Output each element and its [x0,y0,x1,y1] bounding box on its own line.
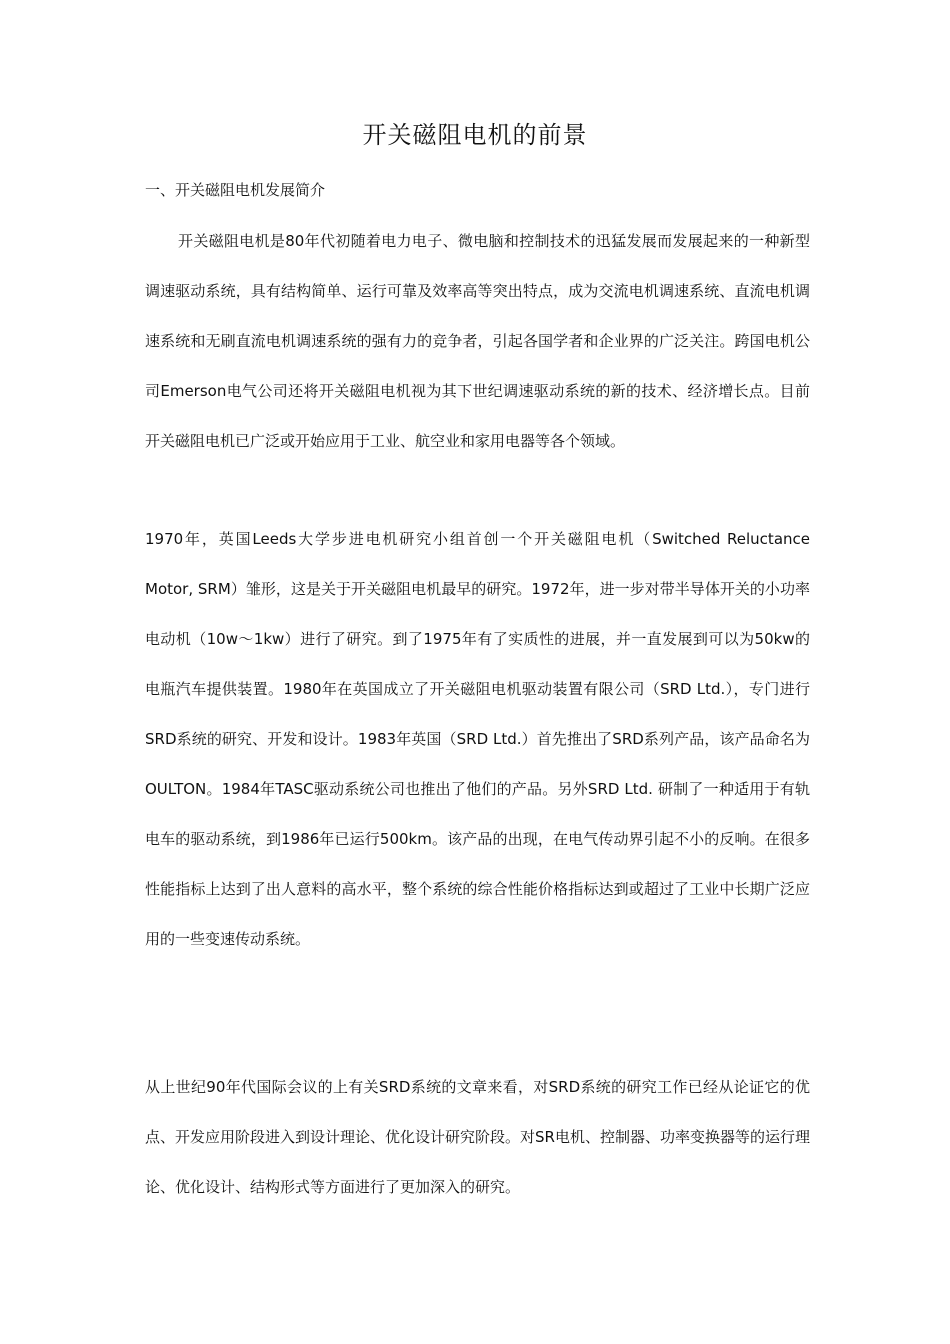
document-title: 开关磁阻电机的前景 [362,121,588,149]
paragraph-2: 1970年，英国Leeds大学步进电机研究小组首创一个开关磁阻电机（Switched Reluctance Motor, SRM）雏形，这是关于开关磁阻电机最早的研究。1972年，进一步对带半导体开关的小功率电动机（10w～1kw）进行了研究。到了1975年有了实质性的进展，并一直发展到可以为50kw的电瓶汽车提供装置。1980年在英国成立了开关磁阻电机驱动装置有限公司（SRD Ltd.），专门进行SRD系统的研究、开发和设计。1983年英国（SRD Ltd.）首先推出了SRD系列产品，该产品命名为OULTON。1984年TASC驱动系统公司也推出了他们的产品。另外SRD Ltd. 研制了一种适用于有轨电车的驱动系统，到1986年已运行500km。该产品的出现，在电气传动界引起不小的反响。在很多性能指标上达到了出人意料的高水平，整个系统的综合性能价格指标达到或超过了工业中长期广泛应用的一些变速传动系统。 [145,530,810,948]
paragraph-3: 从上世纪90年代国际会议的上有关SRD系统的文章来看，对SRD系统的研究工作已经从论证它的优点、开发应用阶段进入到设计理论、优化设计研究阶段。对SR电机、控制器、功率变换器等的运行理论、优化设计、结构形式等方面进行了更加深入的研究。 [145,1078,810,1196]
section-heading: 一、开关磁阻电机发展简介 [145,181,326,199]
paragraph-1: 开关磁阻电机是80年代初随着电力电子、微电脑和控制技术的迅猛发展而发展起来的一种新型调速驱动系统，具有结构简单、运行可靠及效率高等突出特点，成为交流电机调速系统、直流电机调速系统和无刷直流电机调速系统的强有力的竞争者，引起各国学者和企业界的广泛关注。跨国电机公司Emerson电气公司还将开关磁阻电机视为其下世纪调速驱动系统的新的技术、经济增长点。目前开关磁阻电机已广泛或开始应用于工业、航空业和家用电器等各个领域。 [145,232,810,450]
